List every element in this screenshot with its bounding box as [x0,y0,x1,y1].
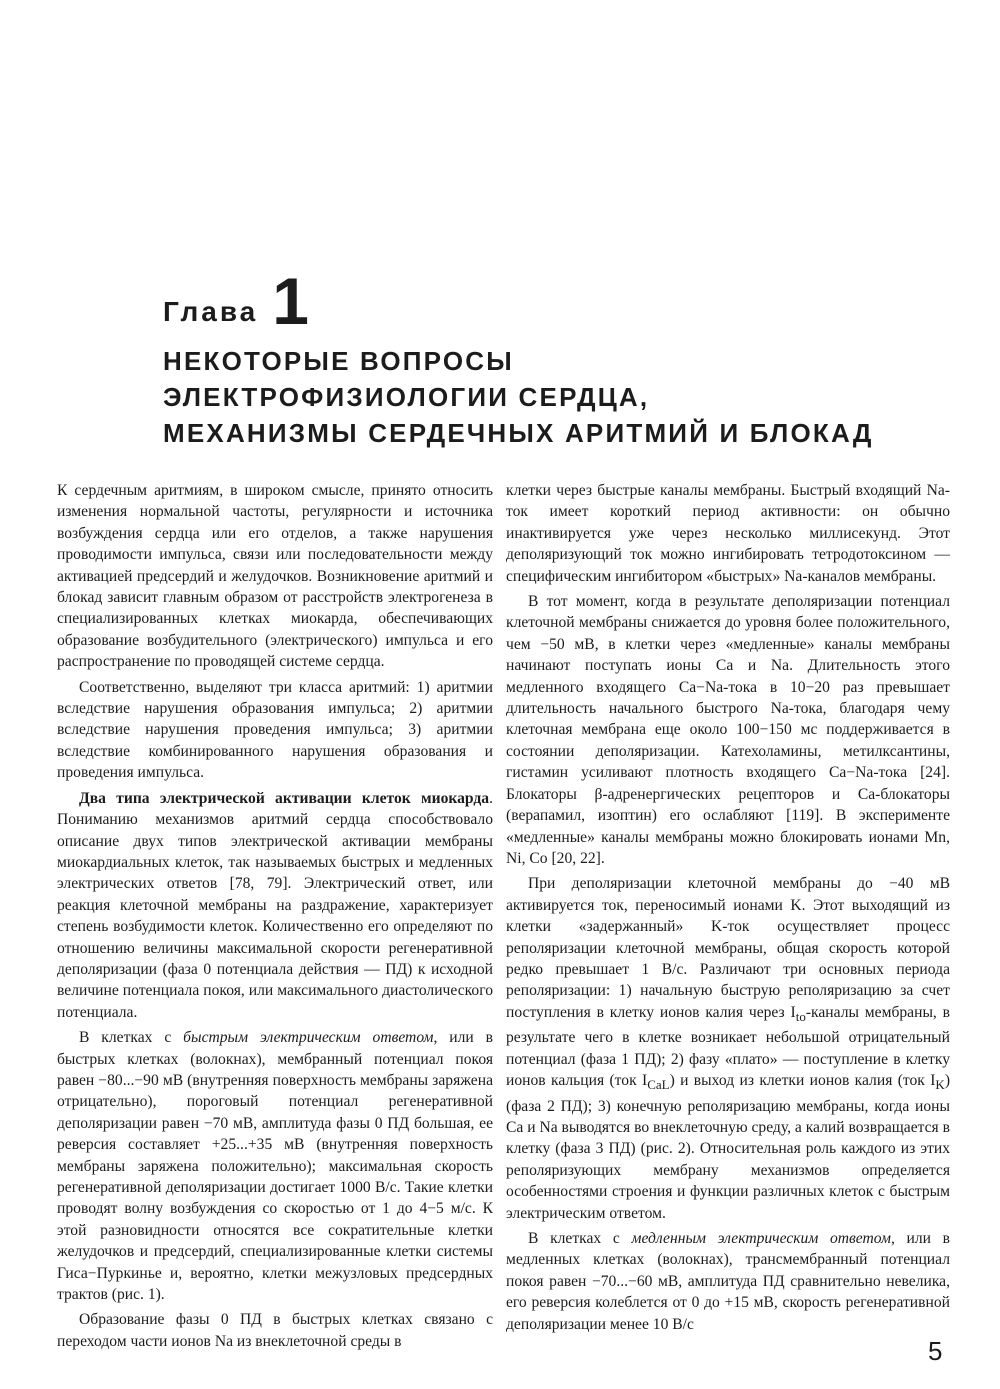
subscript: to [795,1008,806,1024]
paragraph: К сердечным аритмиям, в широком смысле, принято относить изменения нормальной частоты, регулярности и источника возбуждения сердца или его отделов, а также нарушения проводимости импульса, связи или последовательности между активацией предсердий и желудочков. Возникновение аритмий и блокад зависит главным образом от расстройств электрогенеза в специализированных клетках миокарда, обеспечивающих образование возбудительного (электрического) импульса и его распространение по проводящей системе сердца. [57,482,493,671]
paragraph-text: , или в быстрых клетках (волокнах), мембранный потенциал покоя равен −80...−90 мВ (внутренняя поверхность мембраны заряжена отрицательно), пороговый потенциал регенеративной деполяризации равен −70 мВ, амплитуда фазы 0 ПД большая, ее реверсия составляет +25...+35 мВ (внутренняя поверхность мембраны заряжена положительно); максимальная скорость регенеративной деполяризации достигает 1000 В/с. Такие клетки проводят волну возбуждения со скоростью от 1 до 4−5 м/с. К этой разновидности относятся все сократительные клетки желудочков и предсердий, специализированные клетки системы Гиса−Пуркинье и, вероятно, клетки межузловых предсердных трактов (рис. 1). [57,1029,494,1304]
paragraph-text: При деполяризации клеточной мембраны до −40 мВ активируется ток, переносимый ионами K. Этот выходящий из клетки «задержанный» K-ток осуществляет процесс реполяризации клеточной мембраны, общая скорость которой редко превышает 1 В/с. Различают три основных периода реполяризации: 1) начальную быструю реполяризацию за счет поступления в клетку ионов калия через I [506,875,950,1021]
paragraph-text: . Пониманию механизмов аритмий сердца способствовало описание двух типов электрической активации мембраны миокардиальных клеток, так называемых быстрых и медленных электрических ответов [78, 79]. Электрический ответ, или реакция клеточной мембраны на раздражение, характеризует степень возбудимости клеток. Количественно его определяют по отношению величины максимальной скорости регенеративной деполяризации (фаза 0 потенциала действия — ПД) к исходной величине потенциала покоя, или максимального диастолического потенциала. [57,789,493,1021]
paragraph: Образование фазы 0 ПД в быстрых клетках связано с переходом части ионов Na из внеклеточной среды в [57,1311,493,1350]
subscript: CaL [647,1077,670,1093]
paragraph [57,788,493,1023]
paragraph-text: , или в медленных клетках (волокнах), трансмембранный потенциал покоя равен −70...−60 мВ, амплитуда ПД сравнительно невелика, его реверсия колеблется от 0 до +15 мВ, скорость регенеративной деполяризации менее 10 В/с [506,1230,951,1333]
subscript: K [935,1077,945,1093]
chapter-title-line-3: МЕХАНИЗМЫ СЕРДЕЧНЫХ АРИТМИЙ И БЛОКАД [163,418,874,448]
paragraph [506,873,950,1224]
paragraph: Соответственно, выделяют три класса аритмий: 1) аритмии вследствие нарушения образования импульса; 2) аритмии вследствие нарушения проведения импульса; 3) аритмии вследствие комбинированного нарушения образования и проведения импульса. [57,678,493,782]
page-number: 5 [928,1336,943,1366]
italic-term: быстрым электрическим ответом [183,1029,434,1047]
paragraph-text: ) и выход из клетки ионов калия (ток I [669,1072,936,1090]
paragraph-text: В клетках с [528,1230,632,1248]
paragraph-text: ) (фаза 2 ПД); 3) конечную реполяризацию мембраны, когда ионы Ca и Na выводятся во внеклеточную среду, а калий возвращается в клетку (фаза 3 ПД) (рис. 2). Относительная роль каждого из этих реполяризующих мембрану механизмов определяется особенностями строения и функции различных клеток с быстрым электрическим ответом. [506,1072,951,1222]
chapter-title-line-1: НЕКОТОРЫЕ ВОПРОСЫ [163,346,514,376]
italic-term: медленным электрическим ответом [631,1230,891,1248]
paragraph-text: В клетках с [79,1029,184,1047]
paragraph [506,1228,950,1335]
section-heading: Два типа электрической активации клеток миокарда [79,789,490,807]
chapter-title-line-2: ЭЛЕКТРОФИЗИОЛОГИИ СЕРДЦА, [163,382,650,412]
paragraph: В тот момент, когда в результате деполяризации потенциал клеточной мембраны снижается до уровня более положительного, чем −50 мВ, в клетки через «медленные» каналы мембраны начинают поступать ионы Ca и Na. Длительность этого медленного входящего Ca−Na-тока в 10−20 раз превышает длительность начального быстрого Na-тока, благодаря чему клеточная мембрана еще около 100−150 мс поддерживается в состоянии деполяризации. Катехоламины, метилксантины, гистамин усиливают плотность входящего Ca−Na-тока [24]. Блокаторы β-адренергических рецепторов и Ca-блокаторы (верапамил, изоптин) его ослабляют [119]. В эксперименте «медленные» каналы мембраны можно блокировать ионами Mn, Ni, Co [20, 22]. [506,593,950,867]
paragraph-text: -каналы мембраны, в результате чего в клетке возникает небольшой отрицательный потенциал (фаза 1 ПД); 2) фазу «плато» — поступление в клетку ионов кальция (ток I [506,1003,951,1090]
paragraph [57,1027,493,1305]
chapter-number: 1 [272,264,309,338]
chapter-label [163,264,309,338]
chapter-title [163,343,963,451]
chapter-word: Глава [163,296,259,327]
right-column [506,480,950,1335]
left-column [57,480,493,1352]
paragraph: клетки через быстрые каналы мембраны. Быстрый входящий Na-ток имеет короткий период активности: он обычно инактивируется уже через несколько миллисекунд. Этот деполяризующий ток можно ингибировать тетродотоксином — специфическим ингибитором «быстрых» Na-каналов мембраны. [506,482,950,585]
